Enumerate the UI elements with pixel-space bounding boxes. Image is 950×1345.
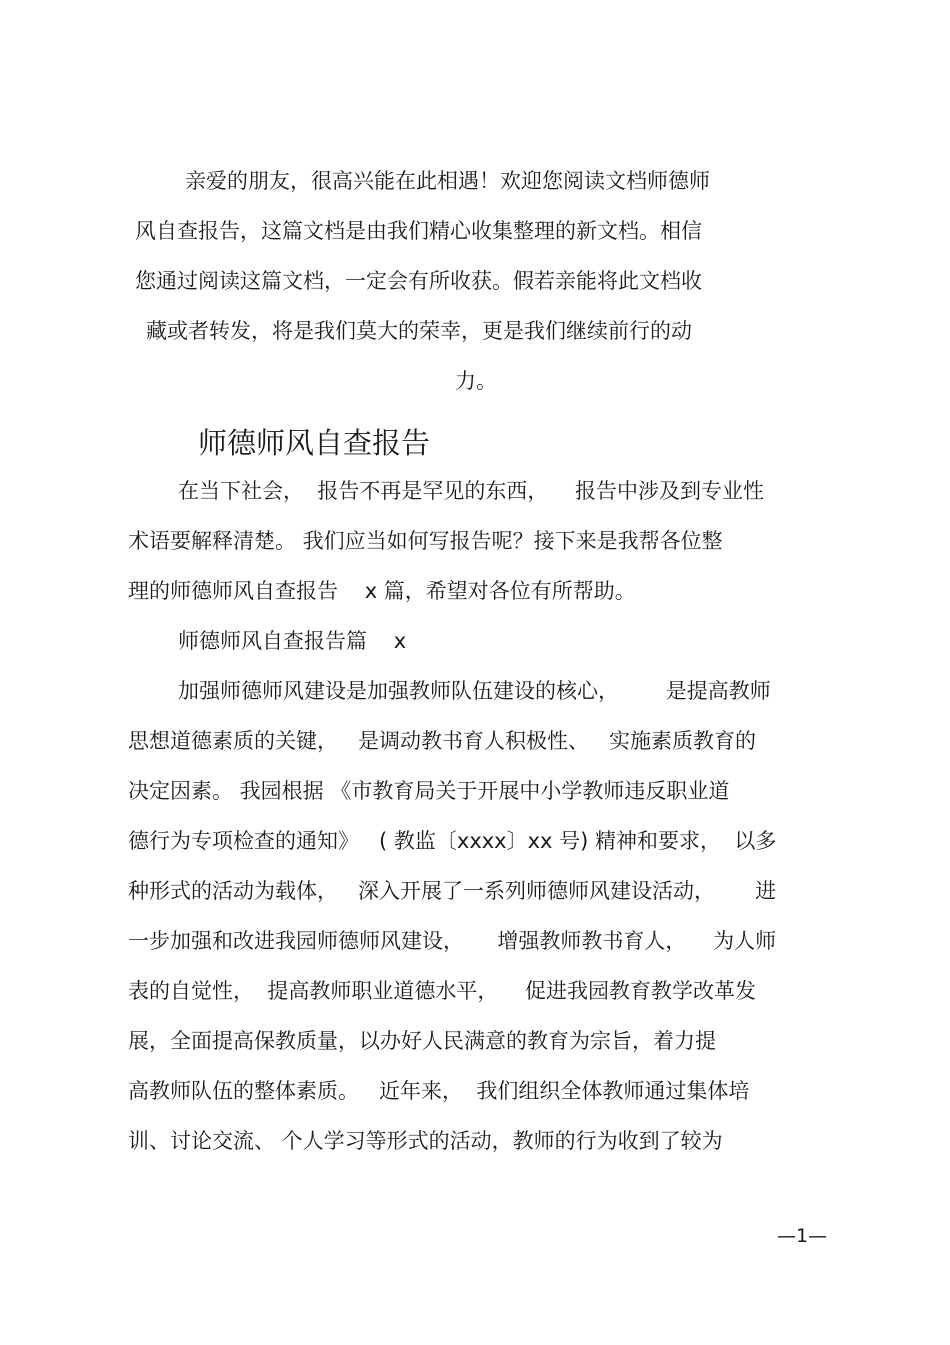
body-line: 展，全面提高保教质量，以办好人民满意的教育为宗旨，着力提	[128, 1029, 716, 1053]
document-title: 师德师风自查报告	[198, 426, 431, 460]
body-line: 德行为专项检查的通知》 ( 教监〔xxxx〕xx 号) 精神和要求， 以多	[128, 829, 777, 853]
body-line: 在当下社会， 报告不再是罕见的东西， 报告中涉及到专业性	[178, 479, 765, 503]
body-line: 加强师德师风建设是加强教师队伍建设的核心， 是提高教师	[178, 679, 771, 703]
section-heading: 师德师风自查报告篇 x	[178, 629, 407, 653]
body-line: 一步加强和改进我园师德师风建设， 增强教师教书育人， 为人师	[128, 929, 777, 953]
intro-line: 亲爱的朋友，很高兴能在此相遇！欢迎您阅读文档师德师	[185, 169, 710, 193]
body-line: 理的师德师风自查报告 x 篇，希望对各位有所帮助。	[128, 579, 636, 603]
body-line: 训、讨论交流、 个人学习等形式的活动，教师的行为收到了较为	[128, 1129, 723, 1153]
body-line: 决定因素。 我园根据 《市教育局关于开展中小学教师违反职业道	[128, 779, 730, 803]
body-line: 思想道德素质的关键， 是调动教书育人积极性、 实施素质教育的	[128, 729, 757, 753]
page-number: —1—	[777, 1225, 828, 1247]
intro-line: 力。	[455, 369, 497, 393]
body-line: 种形式的活动为载体， 深入开展了一系列师德师风建设活动， 进	[128, 879, 777, 903]
body-line: 术语要解释清楚。 我们应当如何写报告呢？接下来是我帮各位整	[128, 529, 723, 553]
intro-line: 藏或者转发，将是我们莫大的荣幸，更是我们继续前行的动	[146, 319, 692, 343]
intro-line: 风自查报告，这篇文档是由我们精心收集整理的新文档。相信	[135, 219, 702, 243]
body-line: 表的自觉性， 提高教师职业道德水平， 促进我园教育教学改革发	[128, 979, 757, 1003]
body-line: 高教师队伍的整体素质。 近年来， 我们组织全体教师通过集体培	[128, 1079, 750, 1103]
intro-line: 您通过阅读这篇文档，一定会有所收获。假若亲能将此文档收	[135, 269, 702, 293]
